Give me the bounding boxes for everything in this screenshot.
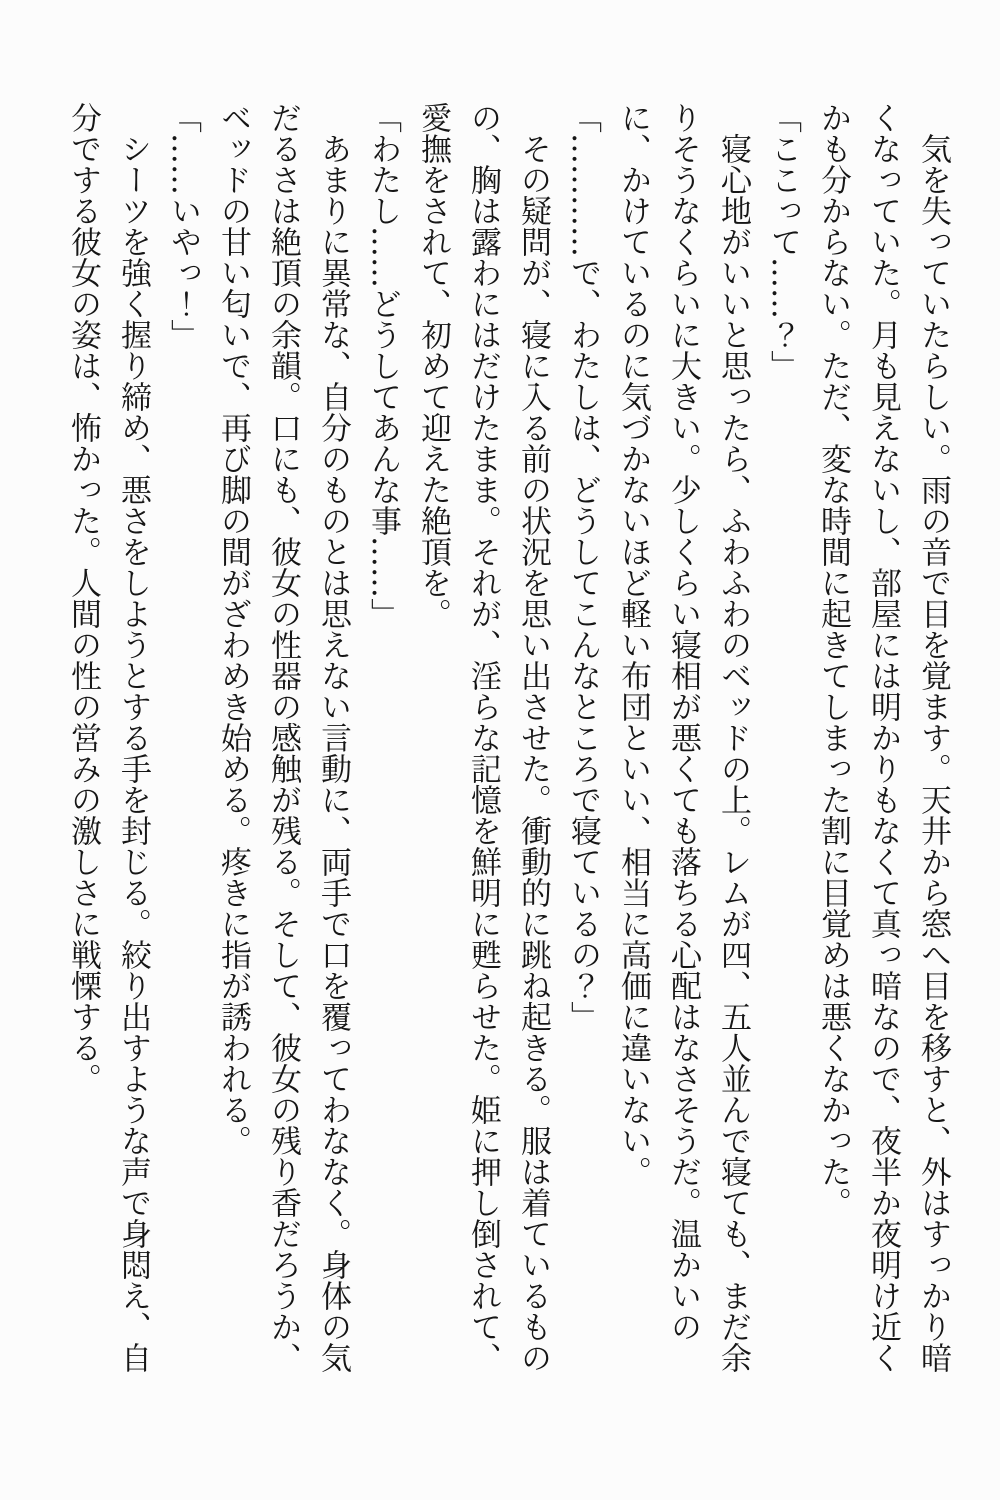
narrative-paragraph: シーツを強く握り締め、悪さをしようとする手を封じる。絞り出すような声で身悶え、自分でする彼女の姿は、怖かった。人間の性の営みの激しさに戦慄する。: [65, 102, 151, 1373]
narrative-paragraph: あまりに異常な、自分のものとは思えない言動に、両手で口を覆ってわななく。身体の気だるさは絶頂の余韻。口にも、彼女の性器の感触が残る。そして、彼女の残り香だろうか、ベッドの甘い匂いで、再び脚の間がざわめき始める。疼きに指が誘われる。: [215, 102, 351, 1373]
narrative-paragraph: 寝心地がいいと思ったら、ふわふわのベッドの上。レムが四、五人並んで寝ても、まだ余りそうなくらいに大きい。少しくらい寝相が悪くても落ちる心配はなさそうだ。温かいのに、かけているのに気づかないほど軽い布団といい、相当に高価に違いない。: [615, 102, 751, 1373]
dialogue-line: 「…………で、わたしは、どうしてこんなところで寝ているの？」: [565, 102, 601, 1032]
dialogue-line: 「わたし……どうしてあんな事……」: [365, 102, 401, 629]
narrative-paragraph: 気を失っていたらしい。雨の音で目を覚ます。天井から窓へ目を移すと、外はすっかり暗くなっていた。月も見えないし、部屋には明かりもなくて真っ暗なので、夜半か夜明け近くかも分からない。ただ、変な時間に起きてしまった割に目覚めは悪くなかった。: [815, 102, 951, 1373]
narrative-paragraph: その疑問が、寝に入る前の状況を思い出させた。衝動的に跳ね起きる。服は着ているものの、胸は露わにはだけたまま。それが、淫らな記憶を鮮明に甦らせた。姫に押し倒されて、愛撫をされて、初めて迎えた絶頂を。: [415, 102, 551, 1373]
novel-page: [53, 102, 958, 1402]
dialogue-line: 「ここって……？」: [765, 102, 801, 381]
dialogue-line: 「……いやっ！」: [165, 102, 201, 350]
